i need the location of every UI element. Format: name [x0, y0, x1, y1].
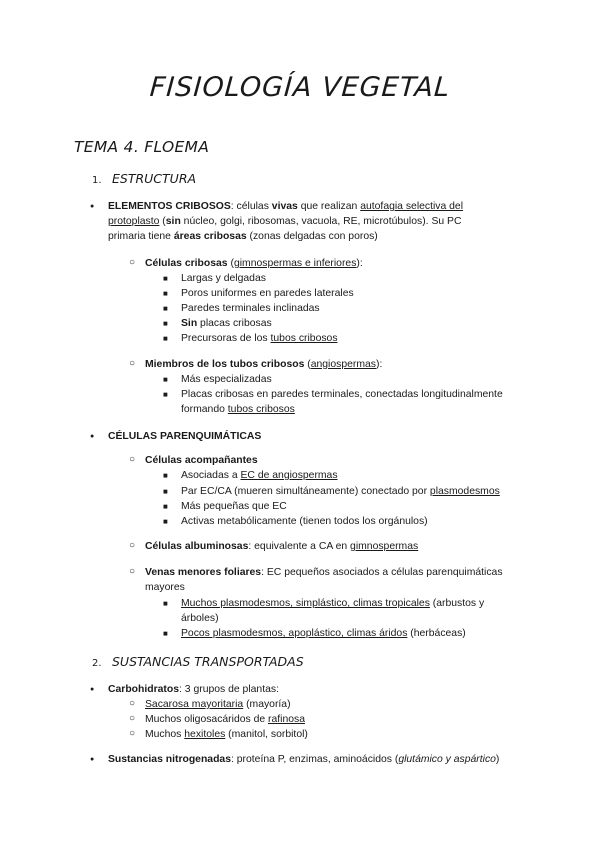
text-underlined: gimnospermas e inferiores [233, 258, 357, 269]
list-item [145, 712, 305, 728]
text-bold: vivas [271, 201, 298, 212]
text-underlined: protoplasto [108, 216, 160, 227]
text: ( [227, 258, 234, 269]
list-item-continuation [181, 402, 295, 418]
text: Precursoras de los [181, 333, 271, 344]
text: primaria tiene [108, 231, 174, 242]
elementos-cribosos-line3 [108, 229, 378, 245]
list-item: ■ Paredes terminales inclinadas [181, 301, 320, 317]
text-bold: Sustancias nitrogenadas [108, 754, 231, 765]
text-underlined: Muchos plasmodesmos, simplástico, climas tropicales [181, 598, 430, 609]
list-item: ■ Más pequeñas que EC [181, 499, 287, 515]
list-item: ■ Placas cribosas en paredes terminales, conectadas longitudinalmente [181, 387, 503, 403]
text-underlined: plasmodesmos [429, 486, 500, 497]
list-item: ■ Más especializadas [181, 372, 272, 388]
text: ( [159, 216, 166, 227]
albuminosas-heading [145, 539, 418, 555]
text: formando [181, 404, 228, 415]
text: Muchos [145, 729, 185, 740]
text: Muchos oligosacáridos de [145, 714, 269, 725]
text: ( [304, 359, 311, 370]
text-underlined: Sacarosa mayoritaria [145, 699, 244, 710]
celulas-cribosas-heading [145, 256, 363, 272]
text: : EC pequeños asociados a células parenquimáticas [261, 567, 503, 578]
list-item [181, 316, 272, 332]
list-item: ■ Largas y delgadas [181, 271, 266, 287]
text-italic: glutámico y aspártico [398, 754, 496, 765]
text-underlined: gimnospermas [350, 541, 419, 552]
section-label: ESTRUCTURA [112, 171, 197, 186]
text-bold: Miembros de los tubos cribosos [145, 359, 305, 370]
tema-heading: TEMA 4. FLOEMA [74, 138, 210, 156]
text: : proteína P, enzimas, aminoácidos ( [231, 754, 399, 765]
text: : equivalente a CA en [248, 541, 351, 552]
venas-heading [145, 565, 503, 581]
text: : células [230, 201, 272, 212]
list-item [145, 727, 308, 743]
venas-continuation: mayores [145, 582, 185, 593]
page-title: FISIOLOGÍA VEGETAL [148, 72, 452, 103]
miembros-heading [145, 357, 382, 373]
nitrogenadas-line [108, 752, 499, 768]
text: (mayoría) [243, 699, 291, 710]
text-bold: sin [165, 216, 181, 227]
text: (zonas delgadas con poros) [246, 231, 378, 242]
text-underlined: EC de angiospermas [240, 470, 338, 481]
list-item [181, 331, 338, 347]
list-item: ■ Poros uniformes en paredes laterales [181, 286, 354, 302]
text-bold: Células cribosas [145, 258, 228, 269]
text-underlined: tubos cribosos [227, 404, 295, 415]
text: ) [495, 754, 500, 765]
text: : 3 grupos de plantas: [179, 684, 279, 695]
text-bold: Sin [181, 318, 198, 329]
text: núcleo, golgi, ribosomas, vacuola, RE, microtúbulos). Su PC [180, 216, 462, 227]
text-underlined: rafinosa [268, 714, 305, 725]
text-underlined: tubos cribosos [270, 333, 338, 344]
elementos-cribosos-line1 [108, 199, 463, 215]
list-item [145, 697, 291, 713]
parenquimaticas-heading: ● CÉLULAS PARENQUIMÁTICAS [108, 429, 261, 445]
text: ): [356, 258, 363, 269]
section-number: 2. [92, 658, 102, 669]
text-bold: Células albuminosas [145, 541, 249, 552]
text-bold: áreas cribosas [173, 231, 247, 242]
list-item [181, 484, 500, 500]
text: ): [376, 359, 383, 370]
list-item: ■ Activas metabólicamente (tienen todos los orgánulos) [181, 514, 428, 530]
text-underlined: autofagia selectiva del [360, 201, 464, 212]
section-number: 1. [92, 175, 102, 186]
text: (arbustos y [429, 598, 485, 609]
section-label: SUSTANCIAS TRANSPORTADAS [112, 654, 304, 669]
list-item [181, 626, 466, 642]
text: (manitol, sorbitol) [225, 729, 308, 740]
text: Par EC/CA (mueren simultáneamente) conectado por [181, 486, 430, 497]
text: placas cribosas [197, 318, 272, 329]
section-heading-estructura [92, 171, 196, 186]
list-item-continuation: árboles) [181, 613, 219, 624]
list-item [181, 596, 484, 612]
text-bold: Carbohidratos [108, 684, 180, 695]
text: Asociadas a [181, 470, 241, 481]
elementos-cribosos-term: ELEMENTOS CRIBOSOS [108, 201, 231, 212]
text-bold: Venas menores foliares [145, 567, 262, 578]
text-underlined: Pocos plasmodesmos, apoplástico, climas áridos [181, 628, 408, 639]
elementos-cribosos-line2 [108, 214, 461, 230]
text-underlined: hexitoles [184, 729, 226, 740]
section-heading-sustancias [92, 654, 304, 669]
acompanantes-heading: ○ Células acompañantes [145, 453, 258, 469]
text: (herbáceas) [407, 628, 466, 639]
text: que realizan [297, 201, 361, 212]
text-underlined: angiospermas [310, 359, 376, 370]
list-item [181, 468, 338, 484]
